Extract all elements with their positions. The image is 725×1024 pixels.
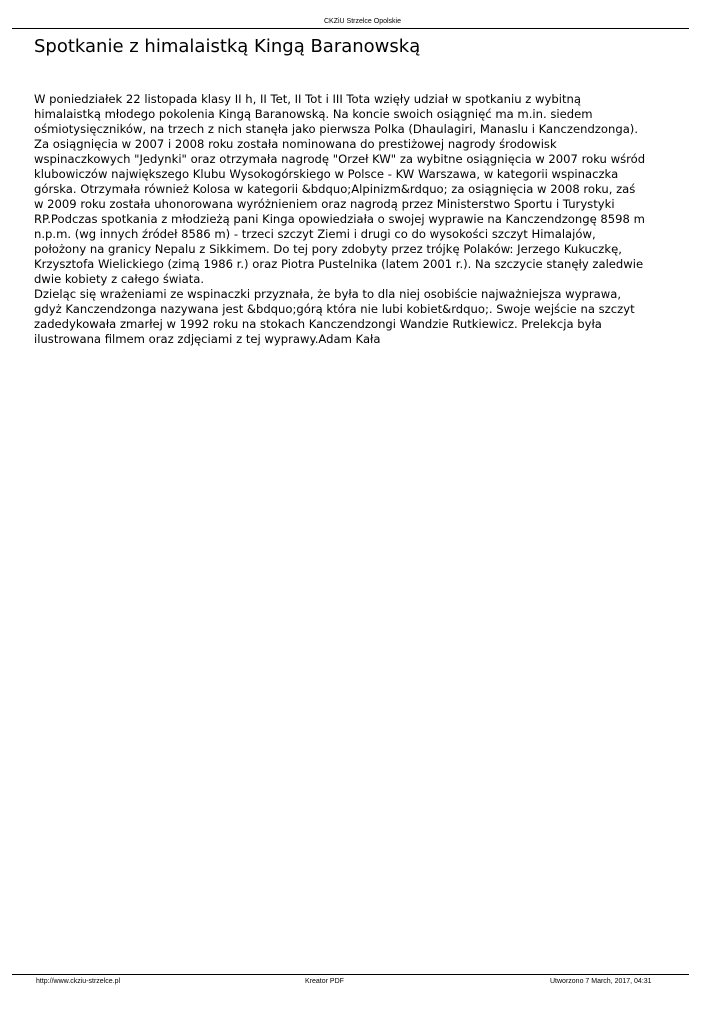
body-line: dwie kobiety z całego świata. — [34, 272, 205, 286]
body-line: w 2009 roku została uhonorowana wyróżnieniem oraz nagrodą przez Ministerstwo Sportu i Turystyki — [34, 197, 615, 211]
body-line: RP.Podczas spotkania z młodzieżą pani Kinga opowiedziała o swojej wyprawie na Kanczendzongę 8598 m — [34, 212, 645, 226]
body-line: Dzieląc się wrażeniami ze wspinaczki przyznała, że była to dla niej osobiście najważniejsza wyprawa, — [34, 287, 622, 301]
body-line: W poniedziałek 22 listopada klasy II h, II Tet, II Tot i III Tota wzięły udział w spotkaniu z wybitną — [34, 92, 581, 106]
body-line: położony na granicy Nepalu z Sikkimem. Do tej pory zdobyty przez trójkę Polaków: Jerzego Kukuczkę, — [34, 242, 622, 256]
body-line: górska. Otrzymała również Kolosa w kategorii &bdquo;Alpinizm&rdquo; za osiągnięcia w 2008 roku, zaś — [34, 182, 636, 196]
footer-url-link[interactable]: http://www.ckziu-strzelce.pl — [36, 978, 121, 985]
header-divider — [12, 28, 689, 29]
body-line: n.p.m. (wg innych źródeł 8586 m) - trzeci szczyt Ziemi i drugi co do wysokości szczyt Himalajów, — [34, 227, 596, 241]
body-line: zadedykowała zmarłej w 1992 roku na stokach Kanczendzongi Wandzie Rutkiewicz. Prelekcja była — [34, 317, 602, 331]
body-line: ilustrowana filmem oraz zdjęciami z tej wyprawy.Adam Kała — [34, 332, 381, 346]
page-header — [0, 17, 725, 26]
article-title: Spotkanie z himalaistką Kingą Baranowską — [34, 36, 421, 57]
footer-divider — [12, 974, 689, 975]
body-line: klubowiczów największego Klubu Wysokogórskiego w Polsce - KW Warszawa, w kategorii wspinaczka — [34, 167, 619, 181]
body-line: Krzysztofa Wielickiego (zimą 1986 r.) oraz Piotra Pustelnika (latem 2001 r.). Na szczycie stanęły zaledwie — [34, 257, 644, 271]
body-line: himalaistką młodego pokolenia Kingą Baranowską. Na koncie swoich osiągnięć ma m.in. siedem — [34, 107, 593, 121]
article-body — [34, 92, 694, 347]
footer-created-date: Utworzono 7 March, 2017, 04:31 — [550, 978, 652, 985]
site-name: CKZiU Strzelce Opolskie — [323, 18, 402, 25]
body-line: gdyż Kanczendzonga nazywana jest &bdquo;górą która nie lubi kobiet&rdquo;. Swoje wejście na szczyt — [34, 302, 635, 316]
footer-generator: Kreator PDF — [305, 978, 344, 985]
body-line: wspinaczkowych "Jedynki" oraz otrzymała nagrodę "Orzeł KW" za wybitne osiągnięcia w 2007 roku wśród — [34, 152, 646, 166]
body-line: Za osiągnięcia w 2007 i 2008 roku została nominowana do prestiżowej nagrody środowisk — [34, 137, 557, 151]
body-line: ośmiotysięczników, na trzech z nich stanęła jako pierwsza Polka (Dhaulagiri, Manaslu i Kanczendzonga). — [34, 122, 639, 136]
